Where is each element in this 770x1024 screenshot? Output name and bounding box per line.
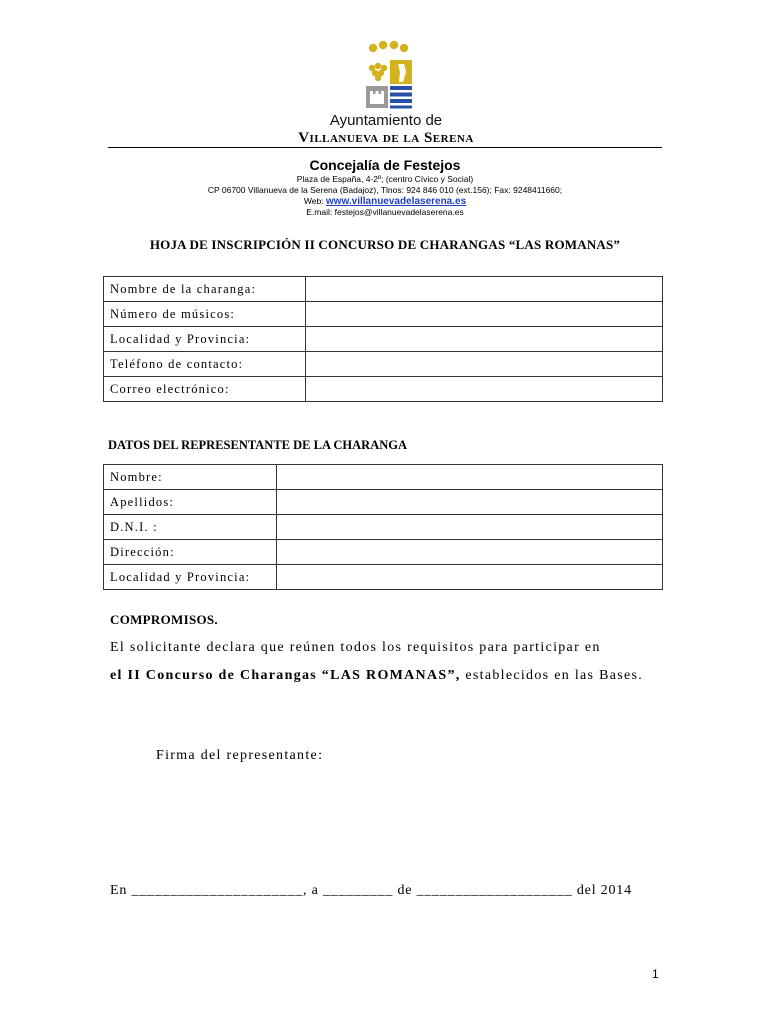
date-line: En ______________________, a _________ de ____________________ del 2014	[110, 883, 632, 898]
web-label: Web:	[303, 196, 326, 206]
table-row	[104, 327, 663, 352]
page-number: 1	[652, 967, 659, 981]
representative-heading: DATOS DEL REPRESENTANTE DE LA CHARANGA	[108, 438, 408, 452]
contact-phone-field[interactable]	[306, 352, 663, 377]
email-line: E.mail: festejos@villanuevadelaserena.es	[306, 207, 464, 217]
rep-locality-field[interactable]	[277, 565, 663, 590]
address-line-1: Plaza de España, 4-2º; (centro Cívico y Social)	[296, 174, 474, 184]
table-row	[104, 465, 663, 490]
musicians-count-field[interactable]	[306, 302, 663, 327]
table-row	[104, 515, 663, 540]
dni-label: D.N.I. :	[104, 515, 277, 540]
declaration-line-2	[110, 668, 670, 684]
band-locality-field[interactable]	[306, 327, 663, 352]
address-label: Dirección:	[104, 540, 277, 565]
declaration-rest: establecidos en las Bases.	[460, 668, 644, 683]
header-divider	[108, 147, 662, 148]
table-row	[104, 377, 663, 402]
contact-phone-label: Teléfono de contacto:	[104, 352, 306, 377]
first-name-label: Nombre:	[104, 465, 277, 490]
address-line-2: CP 06700 Villanueva de la Serena (Badajoz), Tlnos: 924 846 010 (ext.156); Fax: 9248411660;	[207, 185, 563, 195]
web-line	[0, 196, 770, 207]
band-info-table	[103, 276, 663, 402]
contest-name: el II Concurso de Charangas “LAS ROMANAS”,	[110, 668, 461, 683]
first-name-field[interactable]	[277, 465, 663, 490]
address-field[interactable]	[277, 540, 663, 565]
signature-label: Firma del representante:	[156, 748, 324, 763]
dni-field[interactable]	[277, 515, 663, 540]
table-row	[104, 352, 663, 377]
table-row	[104, 490, 663, 515]
surname-label: Apellidos:	[104, 490, 277, 515]
band-name-label: Nombre de la charanga:	[104, 277, 306, 302]
table-row	[104, 565, 663, 590]
logo	[330, 38, 450, 112]
table-row	[104, 277, 663, 302]
band-name-field[interactable]	[306, 277, 663, 302]
table-row	[104, 540, 663, 565]
email-label: Correo electrónico:	[104, 377, 306, 402]
rep-locality-label: Localidad y Provincia:	[104, 565, 277, 590]
logo-line-town: Villanueva de la Serena	[298, 130, 474, 146]
website-link[interactable]: www.villanuevadelaserena.es	[325, 196, 467, 207]
coat-of-arms-icon	[360, 38, 420, 112]
surname-field[interactable]	[277, 490, 663, 515]
commitments-heading: COMPROMISOS.	[110, 612, 218, 627]
logo-line-ayuntamiento: Ayuntamiento de	[329, 112, 443, 129]
email-field[interactable]	[306, 377, 663, 402]
band-locality-label: Localidad y Provincia:	[104, 327, 306, 352]
declaration-line-1: El solicitante declara que reúnen todos los requisitos para participar en	[110, 640, 601, 655]
musicians-count-label: Número de músicos:	[104, 302, 306, 327]
department-title: Concejalía de Festejos	[309, 157, 461, 173]
document-title: HOJA DE INSCRIPCIÓN II CONCURSO DE CHARANGAS “LAS ROMANAS”	[149, 237, 621, 252]
representative-table	[103, 464, 663, 590]
table-row	[104, 302, 663, 327]
